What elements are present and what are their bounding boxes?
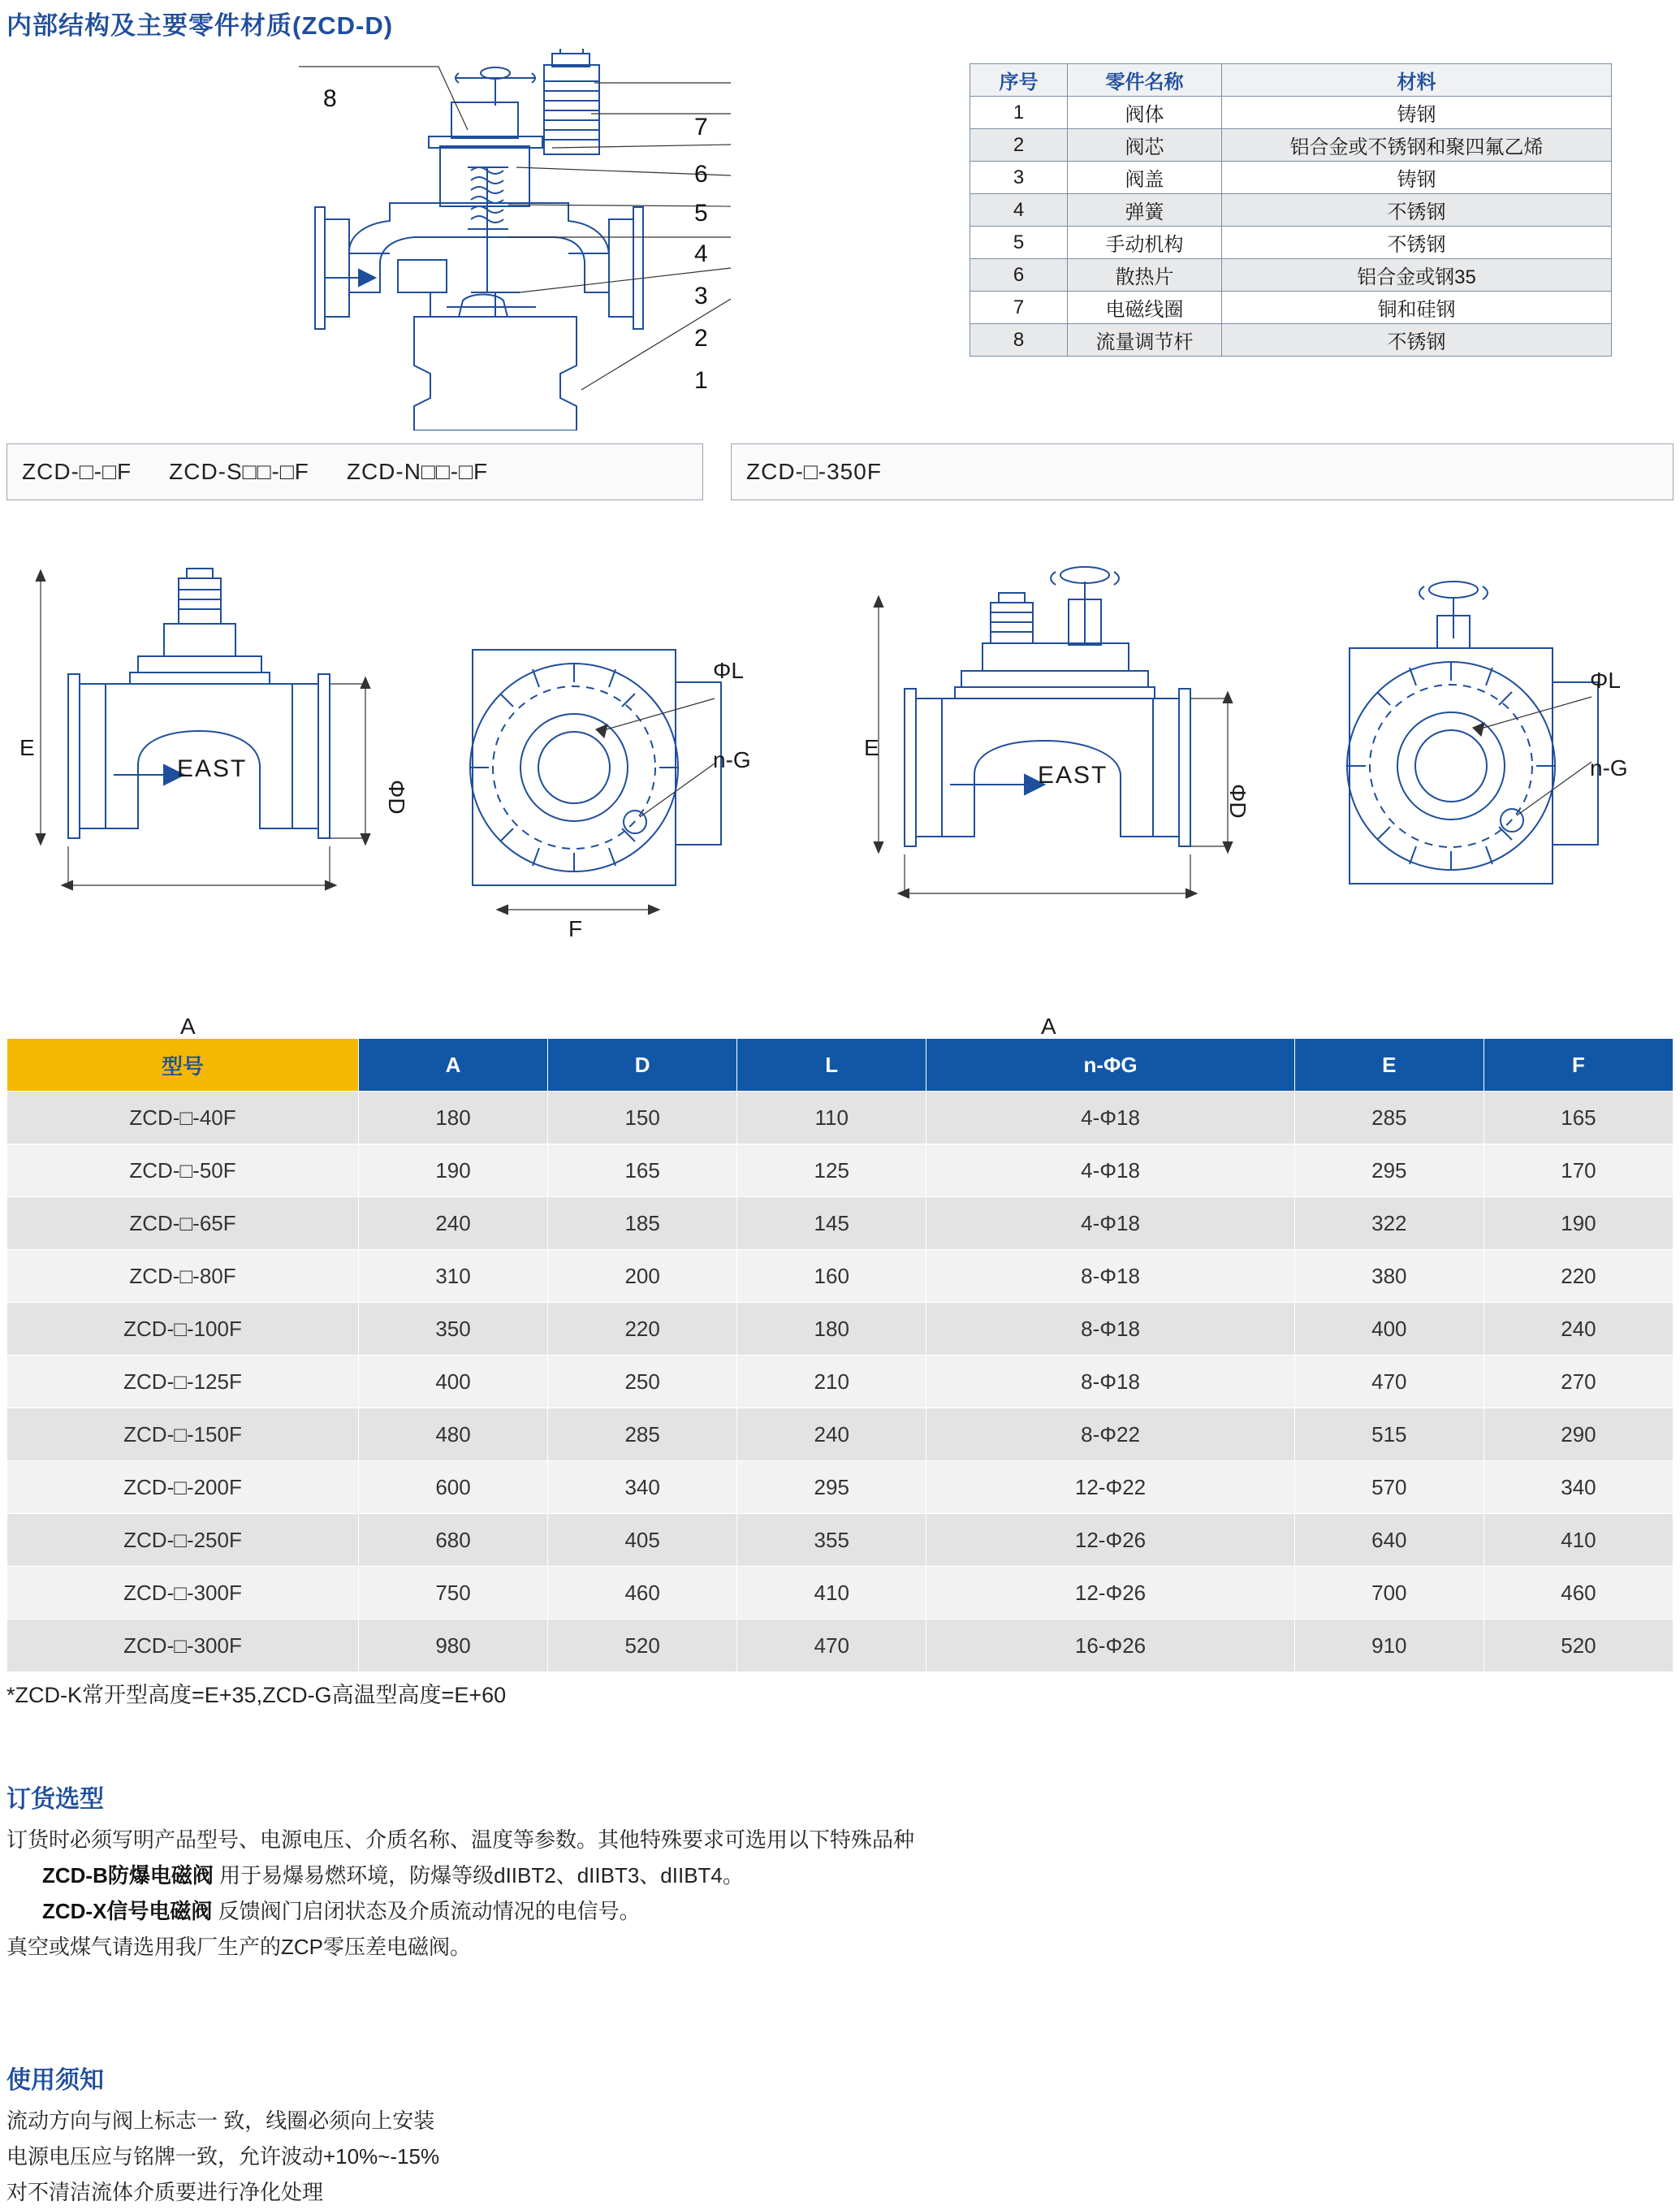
table-row <box>970 129 1612 162</box>
table-row <box>7 1514 1674 1567</box>
callout-1: 1 <box>694 367 708 394</box>
cell-a: 400 <box>359 1356 548 1408</box>
order-item-2 <box>6 1893 914 1929</box>
cell-ng: 12-Φ26 <box>926 1567 1294 1620</box>
cell-d: 285 <box>548 1408 737 1461</box>
cell-d: 460 <box>548 1567 737 1620</box>
materials-table <box>970 63 1612 357</box>
valve-structure-drawing <box>227 49 958 430</box>
table-row <box>7 1197 1674 1250</box>
cell-ng: 8-Φ18 <box>926 1250 1294 1303</box>
cell-e: 640 <box>1294 1514 1483 1567</box>
cell-l: 240 <box>737 1408 926 1461</box>
cell-f: 220 <box>1483 1250 1673 1303</box>
label-EAST-left: EAST <box>177 755 248 782</box>
table-row <box>970 97 1612 129</box>
cell-name: 阀盖 <box>1068 162 1222 194</box>
label-F-left: F <box>568 916 583 941</box>
spec-col-f: F <box>1483 1039 1673 1092</box>
cell-model: ZCD-□-40F <box>7 1092 359 1144</box>
cell-a: 680 <box>359 1514 548 1567</box>
cell-index: 1 <box>970 97 1068 129</box>
cell-material: 铸钢 <box>1222 162 1612 194</box>
materials-col-material: 材料 <box>1222 64 1612 97</box>
use-line-1: 流动方向与阀上标志一 致，线圈必须向上安装 <box>6 2108 435 2133</box>
table-row <box>970 162 1612 194</box>
label-nG-right: n-G <box>1590 755 1628 781</box>
height-note: *ZCD-K常开型高度=E+35,ZCD-G高温型高度=E+60 <box>6 1683 507 1707</box>
cell-l: 160 <box>737 1250 926 1303</box>
table-row <box>7 1461 1674 1514</box>
model-label-4: ZCD-□-350F <box>746 459 882 484</box>
dimension-drawing-left-front <box>16 560 487 983</box>
cell-material: 铝合金或不锈钢和聚四氟乙烯 <box>1222 129 1612 162</box>
cell-e: 400 <box>1294 1303 1483 1356</box>
spec-col-e: E <box>1294 1039 1483 1092</box>
cell-e: 910 <box>1294 1620 1483 1672</box>
table-row <box>7 1303 1674 1356</box>
cell-e: 285 <box>1294 1092 1483 1144</box>
cell-model: ZCD-□-300F <box>7 1620 359 1672</box>
spec-col-ng: n-ΦG <box>926 1039 1294 1092</box>
cell-e: 470 <box>1294 1356 1483 1408</box>
cell-name: 弹簧 <box>1068 194 1222 227</box>
cell-name: 阀芯 <box>1068 129 1222 162</box>
order-section-heading: 订货选型 <box>6 1786 104 1813</box>
cell-index: 4 <box>970 194 1068 227</box>
cell-l: 125 <box>737 1144 926 1197</box>
cell-material: 不锈钢 <box>1222 194 1612 227</box>
cell-model: ZCD-□-100F <box>7 1303 359 1356</box>
cell-e: 570 <box>1294 1461 1483 1514</box>
table-row <box>970 194 1612 227</box>
spec-col-a: A <box>359 1039 548 1092</box>
cell-d: 220 <box>548 1303 737 1356</box>
table-row <box>7 1092 1674 1144</box>
cell-d: 340 <box>548 1461 737 1514</box>
cell-material: 铜和硅钢 <box>1222 292 1612 324</box>
cell-d: 185 <box>548 1197 737 1250</box>
cell-a: 190 <box>359 1144 548 1197</box>
table-row <box>970 227 1612 259</box>
cell-f: 240 <box>1483 1303 1673 1356</box>
cell-ng: 16-Φ26 <box>926 1620 1294 1672</box>
cell-a: 240 <box>359 1197 548 1250</box>
model-label-box-right <box>731 443 1674 500</box>
cell-model: ZCD-□-50F <box>7 1144 359 1197</box>
cell-model: ZCD-□-250F <box>7 1514 359 1567</box>
cell-index: 3 <box>970 162 1068 194</box>
cell-a: 310 <box>359 1250 548 1303</box>
label-phiL-left: ΦL <box>713 658 744 683</box>
table-row <box>970 259 1612 292</box>
order-section-body <box>6 1822 914 1965</box>
cell-f: 190 <box>1483 1197 1673 1250</box>
cell-a: 350 <box>359 1303 548 1356</box>
page-title: 内部结构及主要零件材质(ZCD-D) <box>6 11 394 40</box>
table-row <box>7 1250 1674 1303</box>
cell-ng: 8-Φ18 <box>926 1303 1294 1356</box>
callout-7: 7 <box>694 114 708 141</box>
callout-5: 5 <box>694 200 708 227</box>
model-label-3: ZCD-N□□-□F <box>346 459 489 484</box>
cell-d: 165 <box>548 1144 737 1197</box>
cell-l: 210 <box>737 1356 926 1408</box>
table-row <box>7 1567 1674 1620</box>
use-section-body <box>6 2103 439 2210</box>
cell-material: 铸钢 <box>1222 97 1612 129</box>
cell-ng: 4-Φ18 <box>926 1092 1294 1144</box>
cell-a: 600 <box>359 1461 548 1514</box>
cell-model: ZCD-□-65F <box>7 1197 359 1250</box>
table-row <box>7 1356 1674 1408</box>
use-line-2: 电源电压应与铭牌一致，允许波动+10%~-15% <box>6 2144 440 2169</box>
cell-material: 不锈钢 <box>1222 227 1612 259</box>
cell-index: 6 <box>970 259 1068 292</box>
cell-model: ZCD-□-80F <box>7 1250 359 1303</box>
label-E-left: E <box>19 735 35 760</box>
spec-col-d: D <box>548 1039 737 1092</box>
cell-ng: 4-Φ18 <box>926 1197 1294 1250</box>
cell-f: 270 <box>1483 1356 1673 1408</box>
label-phiD-left: ΦD <box>384 780 409 815</box>
cell-e: 295 <box>1294 1144 1483 1197</box>
cell-index: 8 <box>970 324 1068 357</box>
cell-ng: 12-Φ26 <box>926 1514 1294 1567</box>
cell-f: 170 <box>1483 1144 1673 1197</box>
cell-model: ZCD-□-125F <box>7 1356 359 1408</box>
cell-index: 2 <box>970 129 1068 162</box>
order-item-1-text: 用于易爆易燃环境，防爆等级dIIBT2、dIIBT3、dIIBT4。 <box>219 1863 744 1888</box>
cell-l: 470 <box>737 1620 926 1672</box>
spec-col-l: L <box>737 1039 926 1092</box>
label-nG-left: n-G <box>713 747 751 772</box>
cell-l: 355 <box>737 1514 926 1567</box>
cell-l: 145 <box>737 1197 926 1250</box>
dimension-drawing-left-flange <box>455 634 796 983</box>
cell-index: 5 <box>970 227 1068 259</box>
callout-4: 4 <box>694 240 708 267</box>
cell-f: 460 <box>1483 1567 1673 1620</box>
cell-f: 340 <box>1483 1461 1673 1514</box>
table-row <box>7 1408 1674 1461</box>
spec-header-row <box>7 1039 1674 1092</box>
model-label-box-left <box>6 443 703 500</box>
table-row <box>970 324 1612 357</box>
cell-l: 110 <box>737 1092 926 1144</box>
model-label-1: ZCD-□-□F <box>22 459 132 484</box>
cell-name: 电磁线圈 <box>1068 292 1222 324</box>
cell-e: 515 <box>1294 1408 1483 1461</box>
label-phiL-right: ΦL <box>1590 668 1621 693</box>
cell-f: 290 <box>1483 1408 1673 1461</box>
order-line-1: 订货时必须写明产品型号、电源电压、介质名称、温度等参数。其他特殊要求可选用以下特殊品种 <box>6 1827 915 1852</box>
cell-name: 手动机构 <box>1068 227 1222 259</box>
cell-ng: 4-Φ18 <box>926 1144 1294 1197</box>
use-section-heading: 使用须知 <box>6 2067 104 2094</box>
use-line-3: 对不清洁流体介质要进行净化处理 <box>6 2180 324 2204</box>
cell-ng: 8-Φ18 <box>926 1356 1294 1408</box>
cell-l: 295 <box>737 1461 926 1514</box>
cell-a: 180 <box>359 1092 548 1144</box>
cell-a: 750 <box>359 1567 548 1620</box>
specification-table <box>6 1038 1674 1672</box>
cell-ng: 12-Φ22 <box>926 1461 1294 1514</box>
cell-d: 520 <box>548 1620 737 1672</box>
order-item-1-label: ZCD-B防爆电磁阀 <box>42 1863 214 1888</box>
cell-name: 阀体 <box>1068 97 1222 129</box>
cell-f: 410 <box>1483 1514 1673 1567</box>
cell-d: 250 <box>548 1356 737 1408</box>
cell-model: ZCD-□-200F <box>7 1461 359 1514</box>
cell-material: 不锈钢 <box>1222 324 1612 357</box>
cell-name: 流量调节杆 <box>1068 324 1222 357</box>
cell-d: 200 <box>548 1250 737 1303</box>
materials-table-header-row <box>970 64 1612 97</box>
callout-3: 3 <box>694 283 708 309</box>
cell-a: 480 <box>359 1408 548 1461</box>
cell-d: 405 <box>548 1514 737 1567</box>
order-line-4: 真空或煤气请选用我厂生产的ZCP零压差电磁阀。 <box>6 1935 472 1959</box>
cell-model: ZCD-□-150F <box>7 1408 359 1461</box>
label-EAST-right: EAST <box>1038 762 1108 789</box>
cell-e: 700 <box>1294 1567 1483 1620</box>
spec-col-model: 型号 <box>7 1039 359 1092</box>
materials-col-name: 零件名称 <box>1068 64 1222 97</box>
order-item-2-label: ZCD-X信号电磁阀 <box>42 1899 213 1923</box>
cell-f: 165 <box>1483 1092 1673 1144</box>
label-E-right: E <box>864 735 879 760</box>
cell-l: 180 <box>737 1303 926 1356</box>
callout-6: 6 <box>694 161 708 188</box>
order-item-2-text: 反馈阀门启闭状态及介质流动情况的电信号。 <box>218 1899 641 1923</box>
table-row <box>970 292 1612 324</box>
cell-a: 980 <box>359 1620 548 1672</box>
cell-d: 150 <box>548 1092 737 1144</box>
model-label-2: ZCD-S□□-□F <box>169 459 309 484</box>
cell-e: 322 <box>1294 1197 1483 1250</box>
cell-ng: 8-Φ22 <box>926 1408 1294 1461</box>
cell-l: 410 <box>737 1567 926 1620</box>
cell-e: 380 <box>1294 1250 1483 1303</box>
cell-f: 520 <box>1483 1620 1673 1672</box>
callout-8: 8 <box>323 85 337 112</box>
table-row <box>7 1144 1674 1197</box>
cell-material: 铝合金或钢35 <box>1222 259 1612 292</box>
label-A-right: A <box>1041 1014 1056 1039</box>
cell-model: ZCD-□-300F <box>7 1567 359 1620</box>
cell-name: 散热片 <box>1068 259 1222 292</box>
materials-col-index: 序号 <box>970 64 1068 97</box>
order-item-1 <box>6 1858 914 1893</box>
dimension-drawing-right-front <box>861 560 1364 983</box>
table-row <box>7 1620 1674 1672</box>
label-A-left: A <box>180 1014 196 1039</box>
cell-index: 7 <box>970 292 1068 324</box>
label-phiD-right: ΦD <box>1225 784 1250 819</box>
callout-2: 2 <box>694 325 708 352</box>
